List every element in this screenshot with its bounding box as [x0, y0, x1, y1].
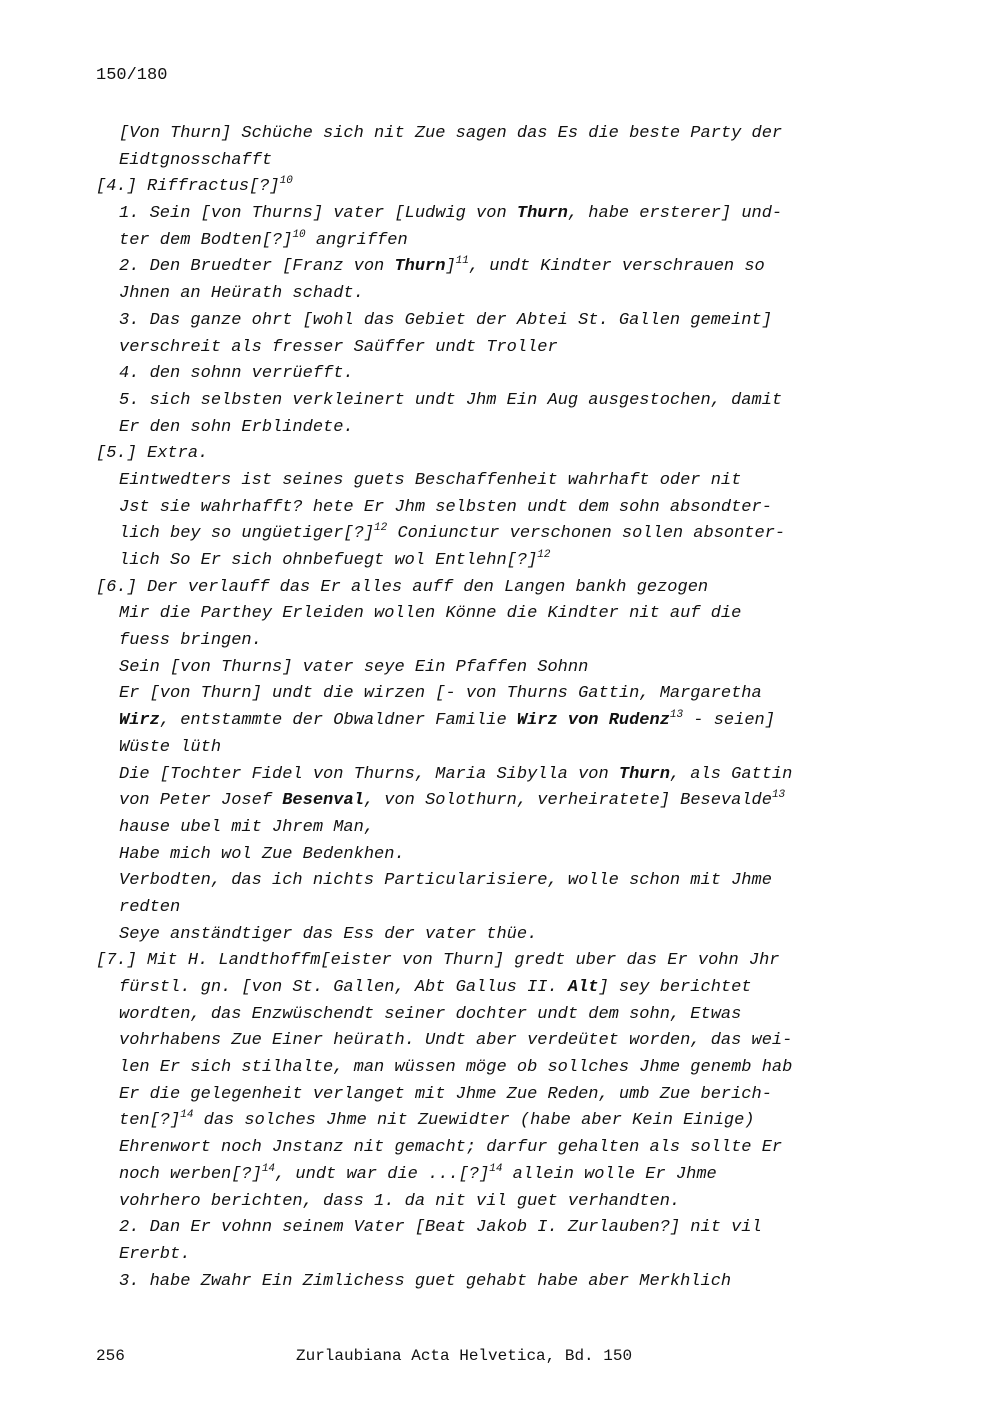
- text-line: [96, 121, 876, 148]
- text-run: Habe mich wol Zue Bedenkhen.: [119, 844, 405, 864]
- text-line: [96, 228, 876, 255]
- text-line: [96, 895, 876, 922]
- text-run: , undt Kindter verschrauen so: [468, 257, 765, 277]
- text-run: Sein [von Thurns] vater seye Ein Pfaffen Sohnn: [119, 657, 589, 677]
- text-line: [96, 441, 876, 468]
- text-run: len Er sich stilhalte, man wüssen möge ob sollches Jhme genemb hab: [119, 1058, 793, 1078]
- footnote-ref: 13: [771, 789, 786, 802]
- text-line: [96, 1028, 876, 1055]
- text-run: noch werben[?]: [119, 1164, 262, 1184]
- text-run: [5.] Extra.: [96, 444, 209, 464]
- text-run: das solches Jhme nit Zuewidter (habe aber Kein Einige): [193, 1111, 755, 1131]
- text-line: [96, 548, 876, 575]
- text-line: [96, 468, 876, 495]
- text-run: 5. sich selbsten verkleinert undt Jhm Ein Aug ausgestochen, damit: [119, 390, 783, 410]
- text-run: vohrhabens Zue Einer heürath. Undt aber verdeütet worden, das wei-: [119, 1031, 793, 1051]
- text-run: - seien]: [683, 711, 775, 731]
- footnote-ref: 12: [374, 522, 388, 535]
- text-line: [96, 521, 876, 548]
- text-run: Eidtgnosschafft: [119, 150, 273, 170]
- text-run: wordten, das Enzwüschendt seiner dochter undt dem sohn, Etwas: [119, 1004, 742, 1024]
- text-run: 3. habe Zwahr Ein Zimlichess guet gehabt habe aber Merkhlich: [119, 1271, 732, 1291]
- text-line: [96, 148, 876, 175]
- text-run: , undt war die ...[?]: [275, 1164, 490, 1184]
- document-body: [96, 121, 876, 1295]
- text-line: [96, 628, 876, 655]
- text-line: [96, 762, 876, 789]
- text-line: [96, 1055, 876, 1082]
- text-line: [96, 1002, 876, 1029]
- footnote-ref: 14: [489, 1162, 503, 1175]
- text-line: [96, 201, 876, 228]
- text-line: [96, 1242, 876, 1269]
- text-run: [4.] Riffractus[?]: [96, 177, 280, 197]
- text-run: fürstl. gn. [von St. Gallen, Abt Gallus II.: [119, 978, 568, 997]
- text-run: ] sey berichtet: [598, 978, 752, 997]
- text-run: verschreit als fresser Saüffer undt Troller: [119, 337, 558, 357]
- text-line: [96, 1269, 876, 1296]
- text-line: [96, 575, 876, 602]
- text-line: [96, 254, 876, 281]
- text-line: [96, 815, 876, 842]
- text-line: [96, 388, 876, 415]
- text-line: [96, 495, 876, 522]
- text-line: [96, 601, 876, 628]
- text-run: , von Solothurn, verheiratete] Besevalde: [363, 791, 772, 811]
- text-run: lich bey so ungüetiger[?]: [119, 524, 375, 544]
- text-run: Er die gelegenheit verlanget mit Jhme Zue Reden, umb Zue berich-: [119, 1084, 772, 1104]
- bold-name: Besenval: [282, 791, 364, 811]
- text-line: [96, 655, 876, 682]
- bold-name: Alt: [567, 978, 599, 997]
- footnote-ref: 10: [279, 175, 293, 188]
- text-line: [96, 174, 876, 201]
- text-line: [96, 948, 876, 975]
- text-line: [96, 1189, 876, 1216]
- footnote-ref: 11: [455, 255, 469, 268]
- text-run: Coniunctur verschonen sollen absonter-: [387, 524, 786, 544]
- bold-name: Thurn: [394, 257, 446, 277]
- text-run: , als Gattin: [669, 764, 793, 784]
- text-line: [96, 415, 876, 442]
- text-run: Ehrenwort noch Jnstanz nit gemacht; darfur gehalten als sollte Er: [119, 1138, 783, 1158]
- text-run: Verbodten, das ich nichts Particularisiere, wolle schon mit Jhme: [119, 871, 772, 891]
- text-run: Mir die Parthey Erleiden wollen Könne die Kindter nit auf die: [119, 604, 742, 624]
- text-line: [96, 1082, 876, 1109]
- text-run: redten: [119, 897, 181, 917]
- footnote-ref: 14: [180, 1109, 194, 1122]
- footnote-ref: 10: [292, 228, 306, 241]
- page-counter: 150/180: [96, 66, 168, 85]
- text-run: Wüste lüth: [119, 737, 222, 757]
- text-line: [96, 1215, 876, 1242]
- text-run: [7.] Mit H. Landthoffm[eister von Thurn] gredt uber das Er vohn Jhr: [96, 951, 780, 971]
- text-run: Ererbt.: [119, 1244, 191, 1264]
- text-run: Jst sie wahrhafft? hete Er Jhm selbsten undt dem sohn absondter-: [119, 497, 772, 517]
- page-number: 256: [96, 1347, 125, 1365]
- bold-name: Wirz von Rudenz: [516, 711, 670, 731]
- text-run: Er den sohn Erblindete.: [119, 417, 354, 437]
- text-run: Seye anständtiger das Ess der vater thüe.: [119, 924, 538, 944]
- text-run: [6.] Der verlauff das Er alles auff den Langen bankh gezogen: [96, 577, 709, 597]
- text-run: fuess bringen.: [119, 631, 262, 651]
- text-run: , entstammte der Obwaldner Familie: [159, 711, 517, 731]
- text-run: allein wolle Er Jhme: [502, 1164, 717, 1184]
- text-line: [96, 308, 876, 335]
- text-line: [96, 1108, 876, 1135]
- text-run: ]: [445, 257, 456, 277]
- text-line: [96, 708, 876, 735]
- text-run: angriffen: [305, 230, 408, 250]
- publication-title: Zurlaubiana Acta Helvetica, Bd. 150: [296, 1347, 633, 1365]
- text-run: Er [von Thurn] undt die wirzen [- von Thurns Gattin, Margaretha: [119, 684, 762, 704]
- bold-name: Thurn: [618, 764, 670, 784]
- text-line: [96, 361, 876, 388]
- text-run: Jhnen an Heürath schadt.: [119, 284, 364, 304]
- text-run: 3. Das ganze ohrt [wohl das Gebiet der Abtei St. Gallen gemeint]: [119, 310, 772, 330]
- text-line: [96, 735, 876, 762]
- text-run: Die [Tochter Fidel von Thurns, Maria Sibylla von: [119, 764, 619, 784]
- text-run: ter dem Bodten[?]: [119, 230, 293, 250]
- text-run: 2. Dan Er vohnn seinem Vater [Beat Jakob I. Zurlauben?] nit vil: [119, 1218, 762, 1238]
- text-line: [96, 975, 876, 1002]
- text-run: hause ubel mit Jhrem Man,: [119, 817, 375, 837]
- text-run: ten[?]: [119, 1111, 181, 1131]
- text-run: Eintwedters ist seines guets Beschaffenheit wahrhaft oder nit: [119, 470, 742, 490]
- text-line: [96, 842, 876, 869]
- text-run: [Von Thurn] Schüche sich nit Zue sagen das Es die beste Party der: [119, 124, 783, 143]
- text-line: [96, 281, 876, 308]
- text-line: [96, 335, 876, 362]
- text-run: , habe ersterer] und-: [567, 204, 783, 224]
- bold-name: Wirz: [119, 711, 160, 731]
- text-run: lich So Er sich ohnbefuegt wol Entlehn[?]: [119, 551, 538, 570]
- footnote-ref: 14: [261, 1162, 276, 1175]
- text-run: von Peter Josef: [119, 791, 283, 811]
- bold-name: Thurn: [516, 204, 568, 224]
- footnote-ref: 12: [537, 549, 551, 561]
- text-line: [96, 1135, 876, 1162]
- text-run: 1. Sein [von Thurns] vater [Ludwig von: [119, 204, 517, 224]
- text-line: [96, 681, 876, 708]
- text-run: vohrhero berichten, dass 1. da nit vil guet verhandten.: [119, 1191, 681, 1211]
- text-line: [96, 868, 876, 895]
- text-line: [96, 788, 876, 815]
- text-run: 4. den sohnn verrüefft.: [119, 364, 354, 384]
- text-line: [96, 1162, 876, 1189]
- footnote-ref: 13: [669, 709, 684, 722]
- text-run: 2. Den Bruedter [Franz von: [119, 257, 395, 277]
- text-line: [96, 922, 876, 949]
